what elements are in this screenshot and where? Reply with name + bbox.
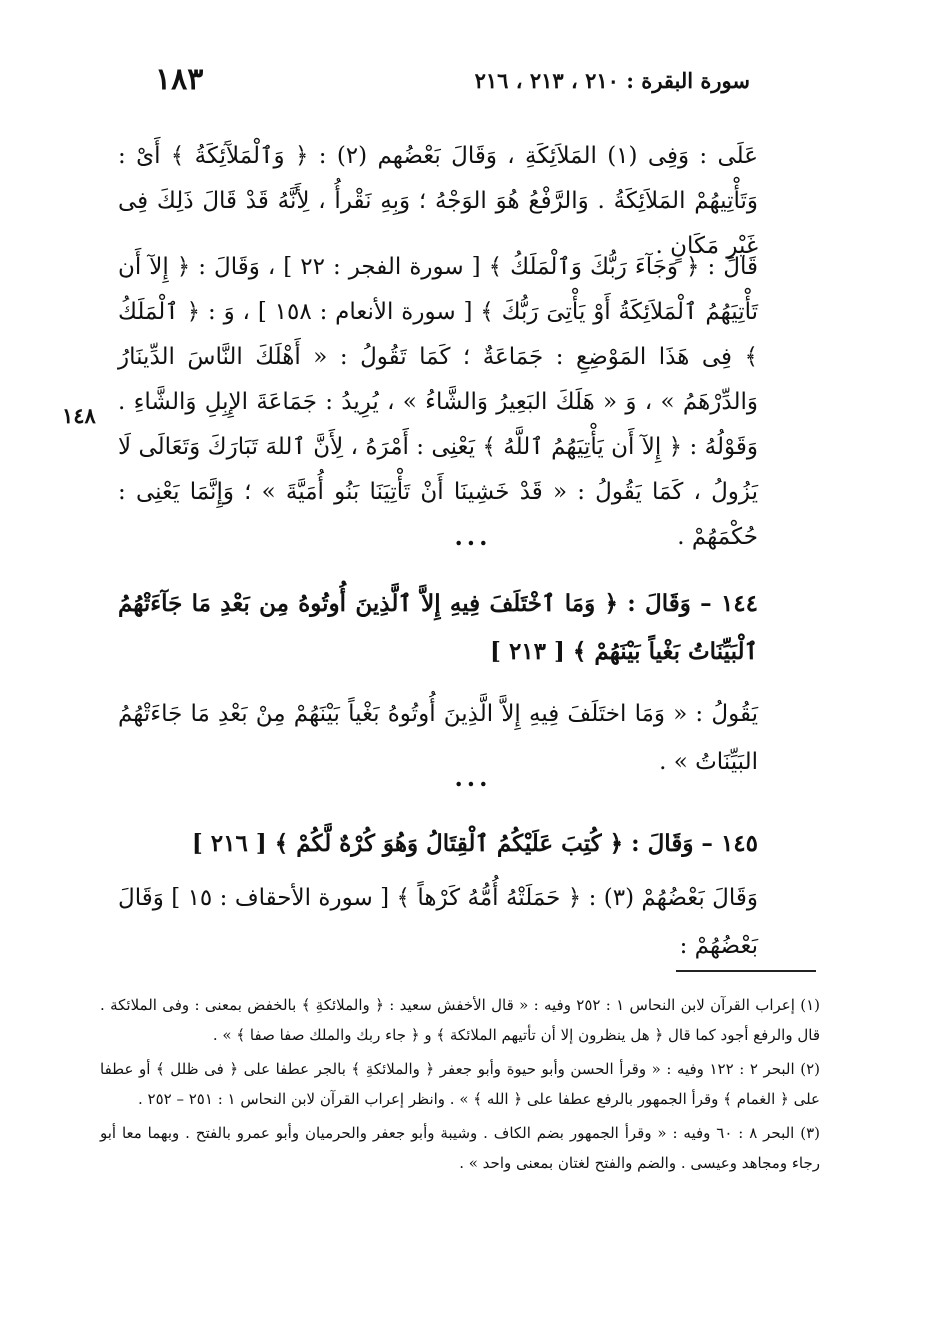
section-separator: ... [454,763,492,792]
footnote-1: (١) إعراب القرآن لابن النحاس ١ : ٢٥٢ وفيه : « قال الأخفش سعيد : ﴿ والملائكةِ ﴾ بالخفض بمعنى : وفى الملائكة . قال والرفع أجود كما قال ﴿ هل ينظرون إلا أن تأتيهم الملائكة ﴾ و ﴿ جاء ربك والملك صفا صفا ﴾ » . [100,996,821,1044]
paragraph-2: قَالَ : ﴿ وَجَآءَ رَبُّكَ وَٱلْمَلَكُ ﴾ [ سورة الفجر : ٢٢ ] ، وَقَالَ : ﴿ إِلآ أَن تَأْتِيَهُمُ ٱلْمَلاَئِكَةُ أَوْ يَأْتِىَ رَبُّكَ ﴾ [ سورة الأنعام : ١٥٨ ] ، وَ : ﴿ ٱلْمَلَكُ ﴾ فِى هَذَا المَوْضِعِ : جَمَاعَةٌ ؛ كَمَا تَقُولُ : « أَهْلَكَ النَّاسَ الدِّينَارُ وَالدِّرْهَمُ » ، وَ « هَلَكَ البَعِيرُ وَالشَّاءُ » ، يُرِيدُ : جَمَاعَةَ الإِبِلِ وَالشَّاءِ . وَقَوْلُهُ : ﴿ إِلآ أَن يَأْتِيَهُمُ ٱللَّهُ ﴾ يَعْنِى : أَمْرَهُ ، لِأَنَّ ٱللهَ تَبَارَكَ وَتَعَالَى لَا يَزُولُ ، كَمَا يَقُولُ : « قَدْ خَشِينَا أَنْ تَأْتِيَنَا بَنُو أُمَيَّةَ » ؛ وَإِنَّمَا يَعْنِى : حُكْمَهُمْ . [118,254,759,550]
running-head: سورة البقرة : ٢١٠ ، ٢١٣ ، ٢١٦ [474,68,750,93]
footnote-2: (٢) البحر ٢ : ١٢٢ وفيه : « وقرأ الحسن وأبو حيوة وأبو جعفر ﴿ والملائكةِ ﴾ بالجر عطفا على ﴿ فى ظلل ﴾ أو عطفا على ﴿ الغمام ﴾ وقرأ الجمهور بالرفع عطفا على ﴿ الله ﴾ » . وانظر إعراب القرآن لابن النحاس ١ : ٢٥١ – ٢٥٢ . [100,1060,820,1108]
paragraph-1: عَلَى : وَفِى (١) المَلاَئِكَةِ ، وَقَالَ بَعْضُهم (٢) : ﴿ وَٱلْمَلآَئِكَةُ ﴾ أَىْ : وَتَأْتِيهُمْ المَلاَئِكَةُ . وَالرَّفْعُ هُوَ الوَجْهُ ؛ وَبِهِ نَقْرأُ ، لِأَنَّهُ قَدْ قَالَ ذَلِكَ فِى غَيْرِ مَكَانٍ . [118,143,759,259]
entry-145-commentary: وَقَالَ بَعْضُهُمْ (٣) : ﴿ حَمَلَتْهُ أُمُّهُ كَرْهاً ﴾ [ سورة الأحقاف : ١٥ ] وَقَالَ بَعْضُهُمْ : [118,885,758,959]
entry-145: ١٤٥ – وَقَالَ : ﴿ كُتِبَ عَلَيْكُمُ ٱلْقِتَالُ وَهُوَ كُرْهٌ لَّكُمْ ﴾ [ ٢١٦ ] [191,830,758,857]
entry-144-commentary: يَقُولُ : « وَمَا اختَلَفَ فِيهِ إِلاَّ الَّذِينَ أُوتُوهُ بَغْياً بَيْنَهُمْ مِنْ بَعْدِ مَا جَاءَتْهُمُ البَيِّنَاتُ » . [118,701,758,775]
footnotes [100,990,820,1182]
section-separator: ... [454,522,492,551]
margin-reference-number: ١٤٨ [62,403,96,428]
footnote-3: (٣) البحر ٨ : ٦٠ وفيه : « وقرأ الجمهور بضم الكاف . وشيبة وأبو جعفر والحرميان وأبو عمرو بالفتح . وبهما معا أبو رجاء ومجاهد وعيسى . والضم والفتح لغتان بمعنى واحد » . [100,1124,820,1172]
entry-144: ١٤٤ – وَقَالَ : ﴿ وَمَا ٱخْتَلَفَ فِيهِ إِلاَّ ٱلَّذِينَ أُوتُوهُ مِن بَعْدِ مَا جَآءَتْهُمُ ٱلْبَيِّنَاتُ بَغْياً بَيْنَهُمْ ﴾ [ ٢١٣ ] [118,590,758,665]
page-header [120,62,840,102]
page-number: ١٨٣ [155,62,204,97]
footnote-divider [676,970,816,972]
